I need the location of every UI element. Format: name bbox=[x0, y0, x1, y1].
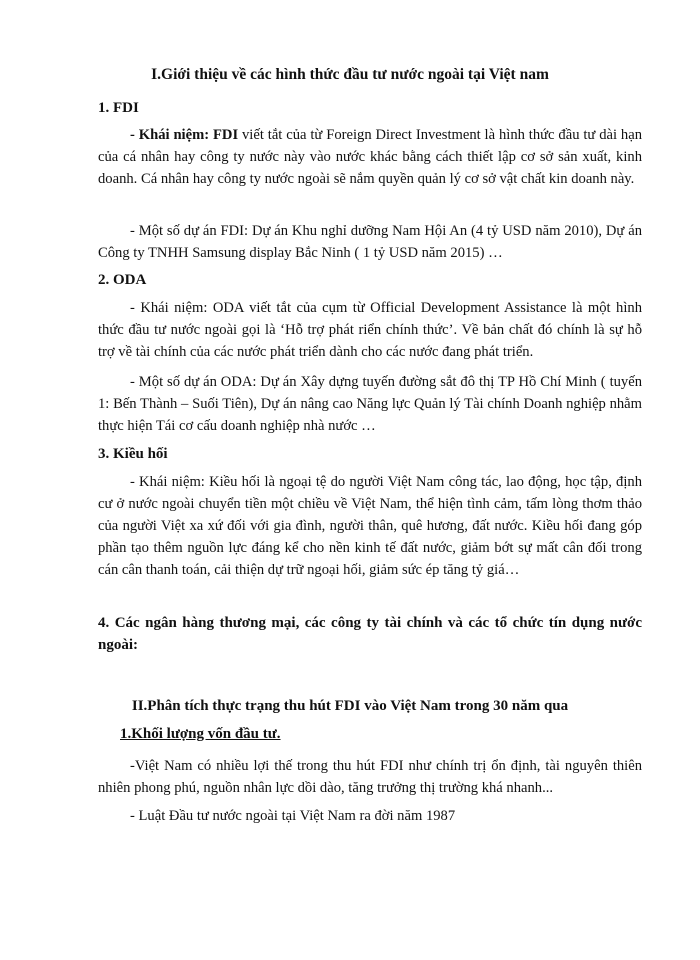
fdi-definition-text: viết tắt của từ Foreign Direct Investment là hình thức đầu tư dài hạn của cá nhân hay công ty nước này vào nước khác bằng cách thiết lập cơ sở sản xuất, kinh doanh. Cá nhân hay công ty nước ngoài sẽ nắm quyền quản lý cơ sở vật chất kin doanh này. bbox=[98, 127, 642, 187]
fdi-definition-lead: - Khái niệm: FDI bbox=[130, 127, 239, 143]
section-heading-remittance: 3. Kiều hối bbox=[98, 446, 168, 462]
section-heading-oda: 2. ODA bbox=[98, 272, 147, 288]
paragraph-remittance-definition: - Khái niệm: Kiều hối là ngoại tệ do người Việt Nam công tác, lao động, học tập, định cư ở nước ngoài chuyển tiền một chiều về Việt Nam, thể hiện tình cảm, tấm lòng thơm thảo của người Việt xa xứ đối với gia đình, người thân, quê hương, đất nước. Kiều hối đang góp phần tạo thêm nguồn lực đáng kể cho nền kinh tế đất nước, giảm bớt sự mất cân đối trong cán cân thanh toán, cải thiện dự trữ ngoại hối, giảm sức ép tăng tỷ giá… bbox=[98, 474, 642, 578]
paragraph-fdi-projects: - Một số dự án FDI: Dự án Khu nghỉ dưỡng Nam Hội An (4 tỷ USD năm 2010), Dự án Công ty TNHH Samsung display Bắc Ninh ( 1 tỷ USD năm 2015) … bbox=[98, 223, 642, 261]
section-heading-fdi: 1. FDI bbox=[98, 100, 139, 116]
section-heading-banks: 4. Các ngân hàng thương mại, các công ty tài chính và các tổ chức tín dụng nước ngoài: bbox=[98, 615, 642, 653]
document-title: I.Giới thiệu về các hình thức đầu tư nước ngoài tại Việt nam bbox=[151, 66, 549, 83]
paragraph-oda-projects: - Một số dự án ODA: Dự án Xây dựng tuyến đường sắt đô thị TP Hồ Chí Minh ( tuyến 1: Bến Thành – Suối Tiên), Dự án nâng cao Năng lực Quản lý Tài chính Doanh nghiệp nhằm thực hiện Tái cơ cấu doanh nghiệp nhà nước … bbox=[98, 374, 642, 434]
part-two-title: II.Phân tích thực trạng thu hút FDI vào Việt Nam trong 30 năm qua bbox=[131, 698, 569, 714]
paragraph-oda-definition: - Khái niệm: ODA viết tắt của cụm từ Official Development Assistance là một hình thức đầu tư nước ngoài gọi là ‘Hỗ trợ phát riển chính thức’. Về bản chất đó chính là sự hỗ trợ về tài chính của các nước phát triển dành cho các nước đang phát triển. bbox=[98, 300, 642, 360]
paragraph-fdi-definition bbox=[98, 124, 642, 190]
subsection-heading-investment-volume: 1.Khối lượng vốn đầu tư. bbox=[120, 726, 281, 742]
paragraph-investment-law: - Luật Đầu tư nước ngoài tại Việt Nam ra đời năm 1987 bbox=[130, 808, 456, 824]
paragraph-vietnam-advantages: -Việt Nam có nhiều lợi thế trong thu hút FDI như chính trị ổn định, tài nguyên thiên nhiên phong phú, nguồn nhân lực dồi dào, tăng trưởng thị trường khá nhanh... bbox=[98, 758, 642, 796]
